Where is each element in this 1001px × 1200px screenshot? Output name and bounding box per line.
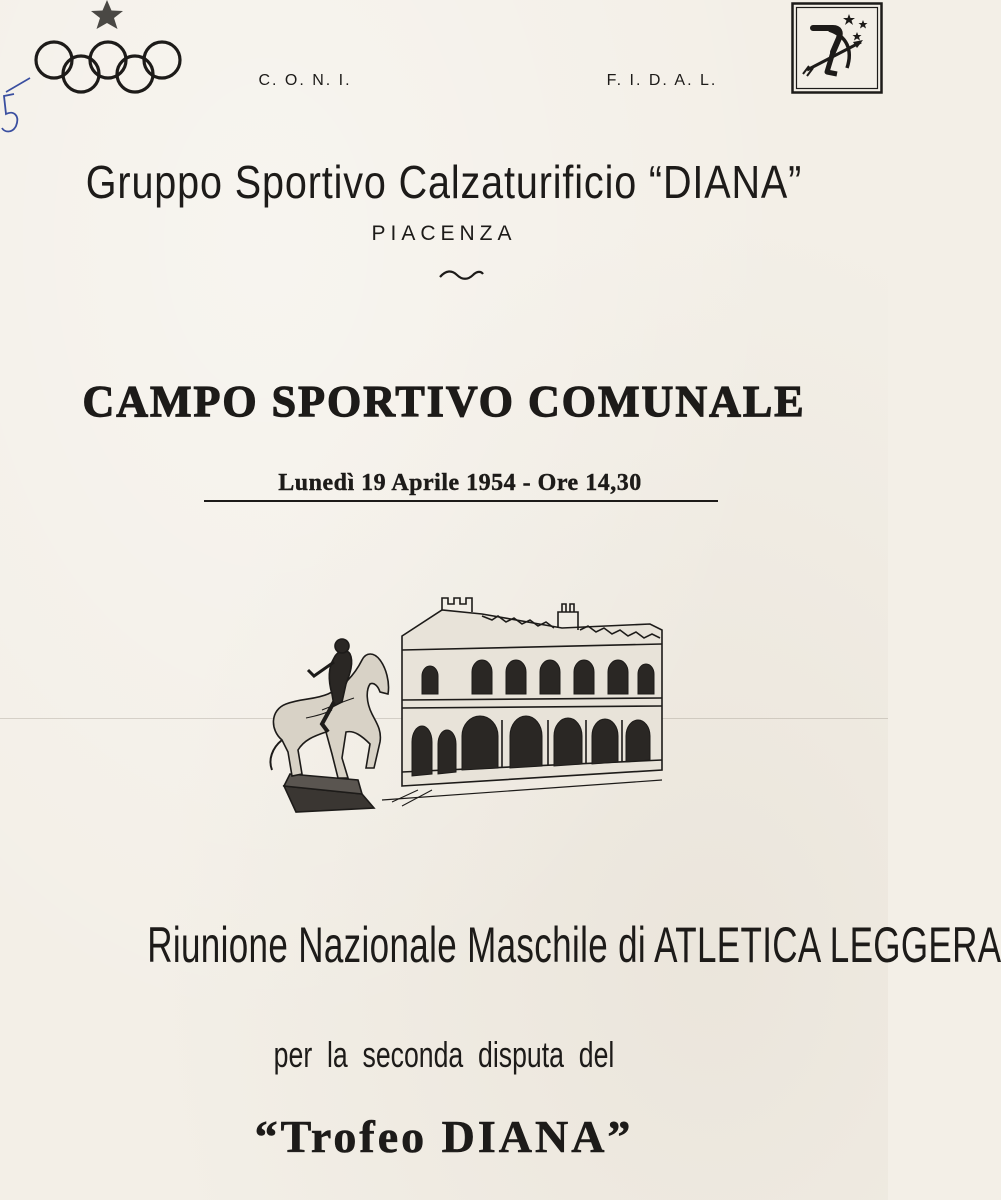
star-icon bbox=[86, 0, 128, 30]
organizer-city: PIACENZA bbox=[371, 222, 517, 245]
event-subtitle: per la seconda disputa del bbox=[273, 1034, 615, 1075]
olympic-rings-icon bbox=[32, 38, 184, 96]
equestrian-statue-palazzo-illustration bbox=[262, 590, 668, 816]
tilde-ornament bbox=[437, 266, 485, 284]
fidal-label: F. I. D. A. L. bbox=[606, 72, 718, 89]
datetime-underline bbox=[204, 500, 718, 502]
fidal-archer-emblem-icon bbox=[791, 2, 883, 94]
coni-label: C. O. N. I. bbox=[258, 72, 352, 89]
trophy-name: “Trofeo DIANA” bbox=[254, 1111, 634, 1162]
event-title: Riunione Nazionale Maschile di ATLETICA LEGGERA bbox=[147, 917, 1001, 973]
venue-title: CAMPO SPORTIVO COMUNALE bbox=[82, 377, 806, 426]
handwritten-pen-mark bbox=[0, 74, 34, 144]
organizer-name: Gruppo Sportivo Calzaturificio “DIANA” bbox=[85, 156, 803, 208]
event-datetime: Lunedì 19 Aprile 1954 - Ore 14,30 bbox=[278, 470, 642, 496]
